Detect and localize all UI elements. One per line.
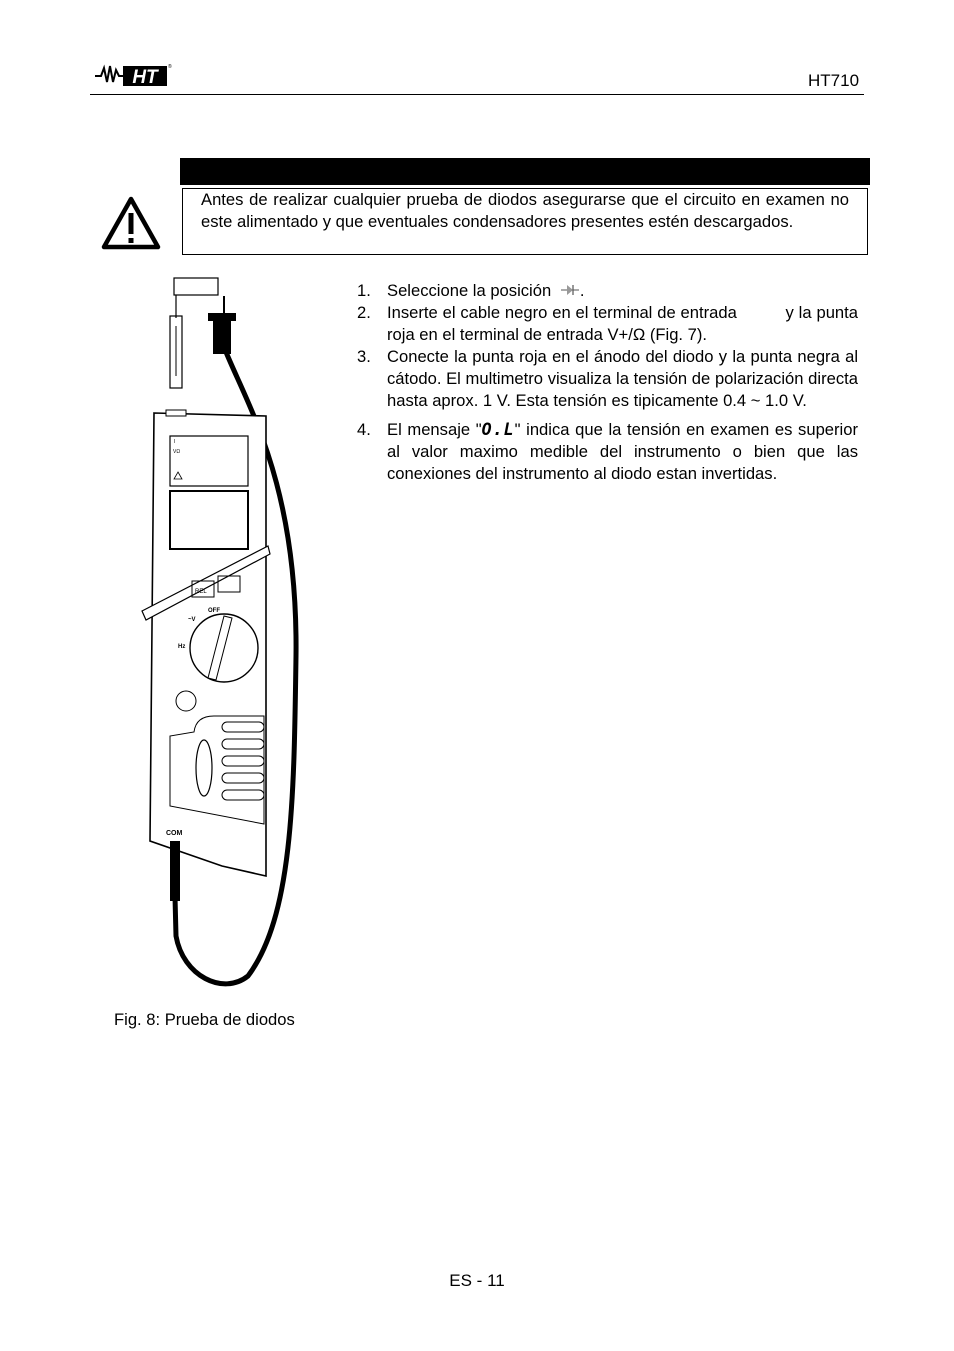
overload-indicator: O.L — [481, 420, 515, 439]
step-number: 4. — [357, 420, 371, 439]
step-text: Inserte el cable negro en el terminal de entrada y la punta roja en el terminal de entrada V+/Ω (Fig. 7). — [387, 303, 863, 344]
step-1 — [357, 280, 858, 302]
svg-text:REL: REL — [195, 589, 207, 595]
header-rule — [90, 94, 864, 95]
step-2 — [357, 302, 863, 346]
step-text: Conecte la punta roja en el ánodo del diodo y la punta negra al cátodo. El multimetro visualiza la tensión de polarización directa hasta aprox. 1 V. Esta tensión es tipicamente 0.4 ~ 1.0 V. — [387, 347, 858, 410]
step-number: 3. — [357, 347, 371, 366]
ht-logo — [93, 60, 171, 88]
svg-text:HT: HT — [132, 67, 158, 88]
svg-text:~V: ~V — [188, 617, 196, 623]
svg-text:VΩ: VΩ — [173, 449, 181, 455]
warning-triangle-icon — [101, 196, 161, 250]
step-number: 1. — [357, 281, 371, 300]
page-number: ES - 11 — [449, 1271, 505, 1290]
svg-text:Hz: Hz — [178, 644, 186, 650]
multimeter-figure — [138, 276, 310, 992]
svg-text:I: I — [174, 439, 176, 445]
step-text-end: " indica que la tensión en examen es superior al valor maximo medible del instrumento o bien que las conexiones del instrumento al diodo estan invertidas. — [387, 420, 858, 483]
diode-symbol-icon — [560, 283, 580, 297]
instruction-steps — [357, 280, 863, 485]
svg-text:OFF: OFF — [208, 608, 220, 614]
model-number: HT710 — [808, 71, 860, 90]
step-number: 2. — [357, 303, 371, 322]
step-text: El mensaje " — [387, 420, 482, 439]
section-title-bar — [180, 158, 870, 185]
step-text-end: . — [579, 281, 585, 300]
figure-caption: Fig. 8: Prueba de diodos — [114, 1010, 295, 1029]
step-text: Seleccione la posición — [387, 281, 552, 300]
warning-text: Antes de realizar cualquier prueba de diodos asegurarse que el circuito en examen no este alimentado y que eventuales condensadores presentes estén descargados. — [201, 190, 849, 231]
svg-text:®: ® — [168, 64, 172, 70]
svg-text:COM: COM — [166, 830, 183, 837]
step-4 — [357, 419, 858, 485]
step-3 — [357, 346, 858, 412]
